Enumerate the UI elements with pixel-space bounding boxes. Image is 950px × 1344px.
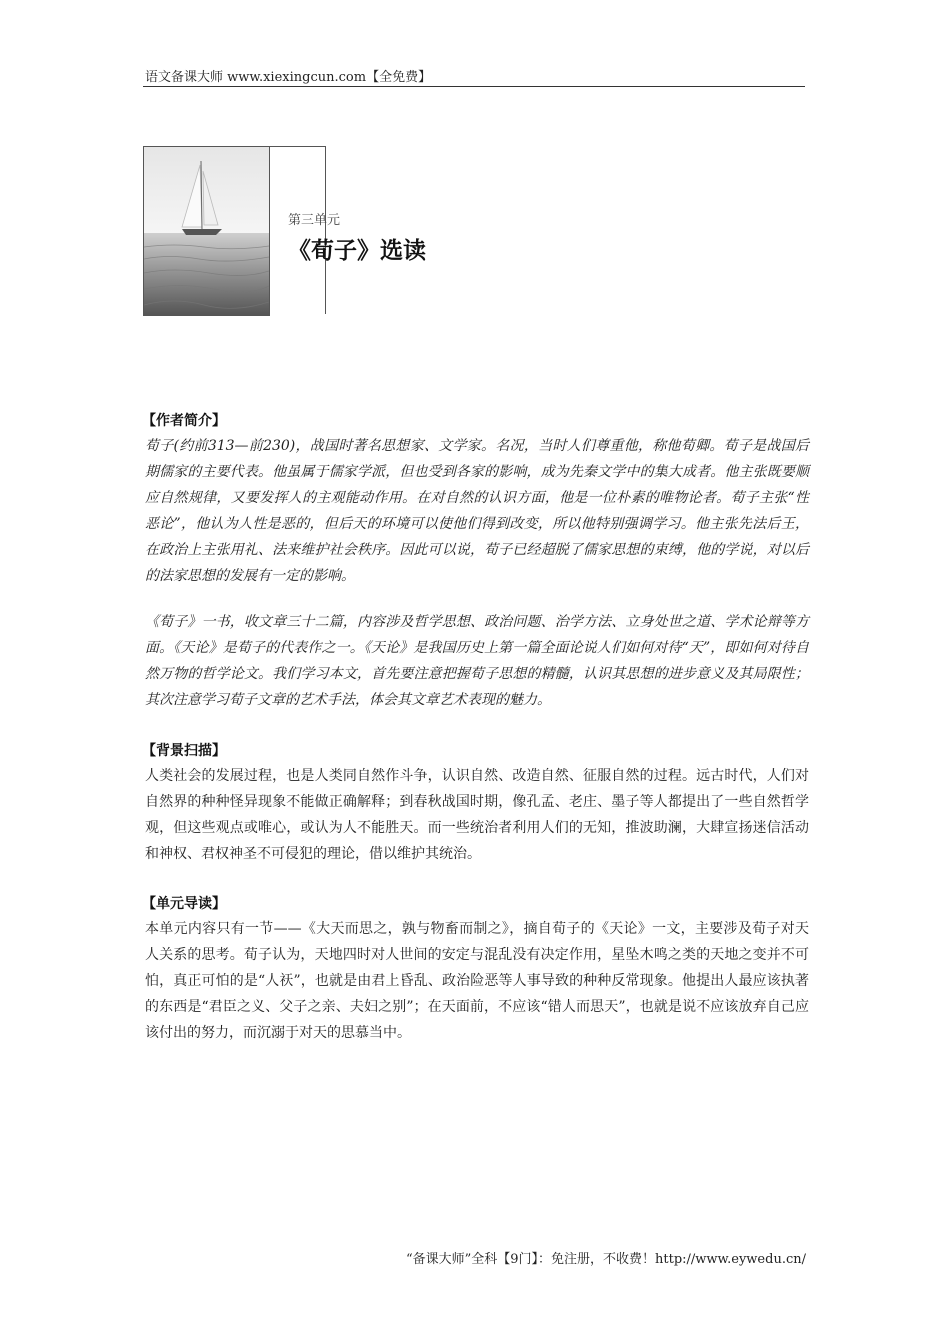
author-heading: 【作者简介】	[142, 413, 226, 429]
page-header	[143, 64, 805, 87]
guide-heading: 【单元导读】	[142, 896, 226, 912]
sailboat-illustration	[144, 147, 269, 315]
guide-paragraph: 本单元内容只有一节——《大天而思之，孰与物畜而制之》，摘自荀子的《天论》一文，主要涉及荀子对天人关系的思考。荀子认为，天地四时对人世间的安定与混乱没有决定作用，星坠木鸣之类的天地之变并不可怕，真正可怕的是“人祆”，也就是由君上昏乱、政治险恶等人事导致的种种反常现象。他提出人最应该执著的东西是“君臣之义、父子之亲、夫妇之别”；在天面前，不应该“错人而思天”，也就是说不应该放弃自己应该付出的努力，而沉溺于对天的思慕当中。	[145, 921, 809, 1041]
banner-frame-top	[269, 146, 325, 147]
page-footer: “备课大师”全科【9门】：免注册，不收费！http://www.eywedu.cn/	[405, 1252, 806, 1267]
background-paragraph: 人类社会的发展过程，也是人类同自然作斗争，认识自然、改造自然、征服自然的过程。远古时代，人们对自然界的种种怪异现象不能做正确解释；到春秋战国时期，像孔孟、老庄、墨子等人都提出了一些自然哲学观，但这些观点或唯心，或认为人不能胜天。而一些统治者利用人们的无知，推波助澜，大肆宣扬迷信活动和神权、君权神圣不可侵犯的理论，借以维护其统治。	[145, 768, 809, 862]
banner-frame-right	[325, 146, 326, 314]
sailboat-image	[143, 146, 270, 316]
header-text: 语文备课大师 www.xiexingcun.com【全免费】	[145, 70, 432, 85]
unit-label: 第三单元	[288, 213, 341, 228]
unit-title: 《荀子》选读	[288, 238, 426, 264]
author-paragraph-1: 荀子(约前313—前230)，战国时著名思想家、文学家。名况，当时人们尊重他，称他荀卿。荀子是战国后期儒家的主要代表。他虽属于儒家学派，但也受到各家的影响，成为先秦文学中的集大成者。他主张既要顺应自然规律，又要发挥人的主观能动作用。在对自然的认识方面，他是一位朴素的唯物论者。荀子主张“性恶论”，他认为人性是恶的，但后天的环境可以使他们得到改变，所以他特别强调学习。他主张先法后王，在政治上主张用礼、法来维护社会秩序。因此可以说，荀子已经超脱了儒家思想的束缚，他的学说，对以后的法家思想的发展有一定的影响。	[145, 438, 809, 584]
background-heading: 【背景扫描】	[142, 743, 226, 759]
unit-banner	[143, 146, 327, 316]
author-paragraph-2: 《荀子》一书，收文章三十二篇，内容涉及哲学思想、政治问题、治学方法、立身处世之道、学术论辩等方面。《天论》是荀子的代表作之一。《天论》是我国历史上第一篇全面论说人们如何对待“天”，即如何对待自然万物的哲学论文。我们学习本文，首先要注意把握荀子思想的精髓，认识其思想的进步意义及其局限性；其次注意学习荀子文章的艺术手法，体会其文章艺术表现的魅力。	[145, 614, 809, 708]
